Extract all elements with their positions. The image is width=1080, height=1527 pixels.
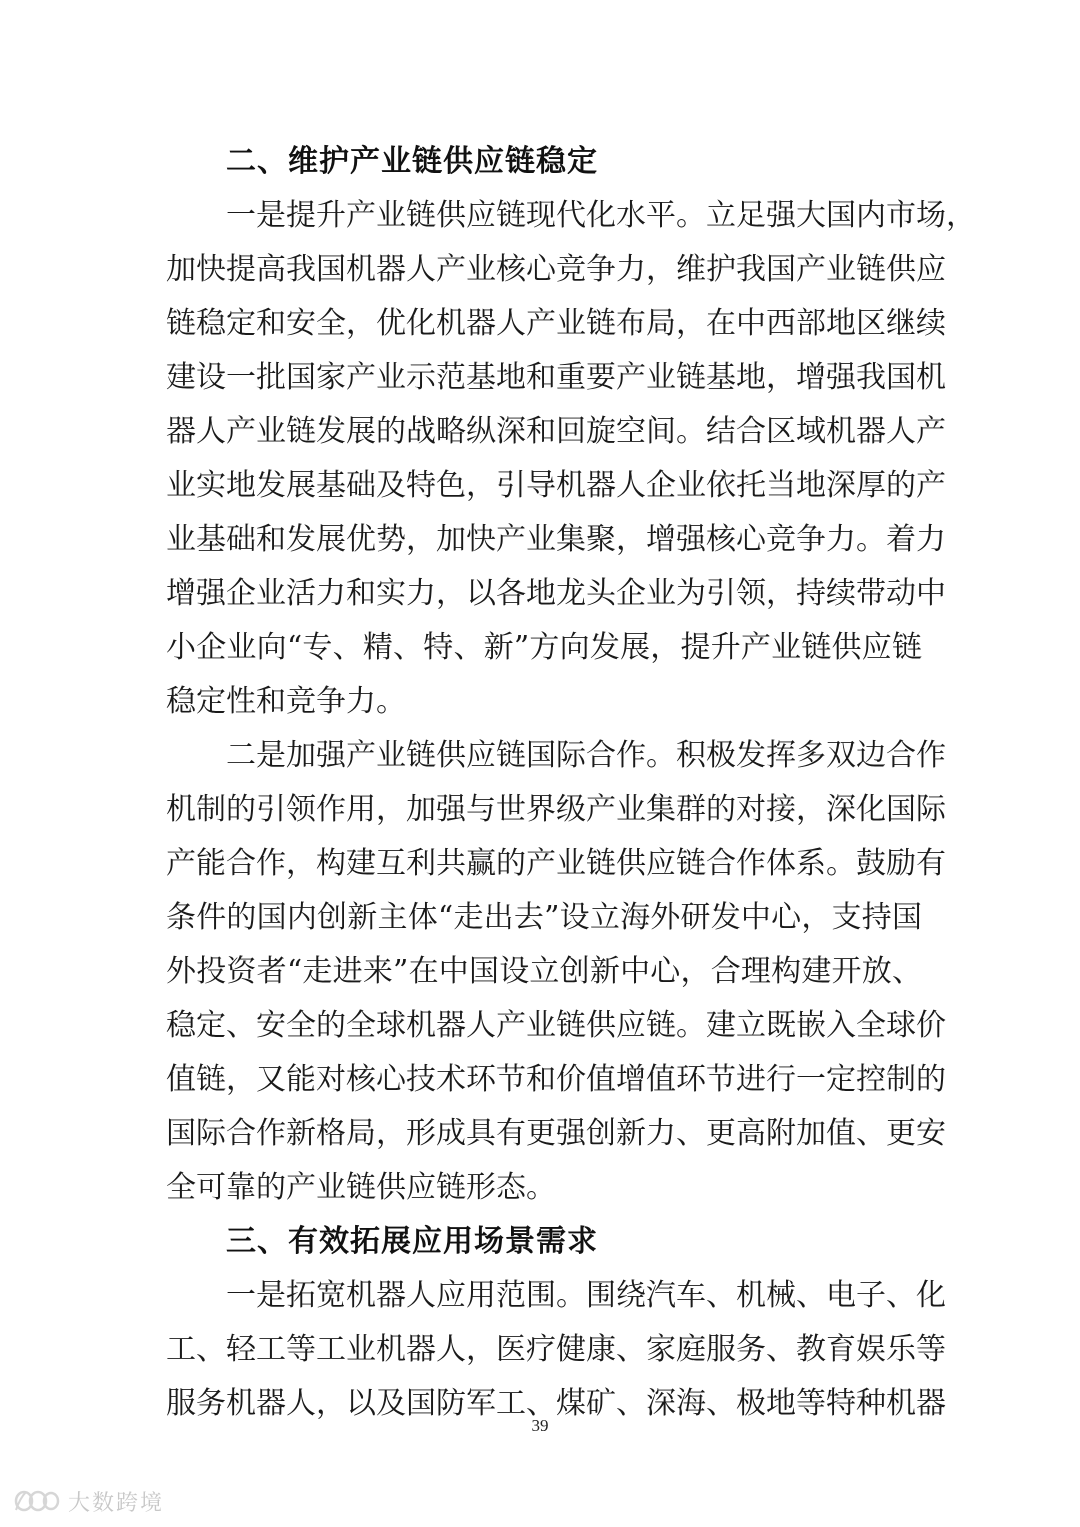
text-line: 国际合作新格局，形成具有更强创新力、更高附加值、更安 <box>166 1116 946 1151</box>
watermark-text: 大数跨境 <box>68 1490 165 1516</box>
body-text <box>166 135 976 1431</box>
text-line: 业基础和发展优势，加快产业集聚，增强核心竞争力。着力 <box>166 522 946 557</box>
text-line: 建设一批国家产业示范基地和重要产业链基地，增强我国机 <box>166 360 946 395</box>
page-number: 39 <box>531 1416 549 1435</box>
text-line: 外投资者“走进来”在中国设立创新中心，合理构建开放、 <box>166 954 922 989</box>
watermark <box>14 1486 164 1516</box>
text-line: 稳定性和竞争力。 <box>166 684 406 719</box>
text-line: 加快提高我国机器人产业核心竞争力，维护我国产业链供应 <box>166 252 946 287</box>
text-line: 增强企业活力和实力，以各地龙头企业为引领，持续带动中 <box>166 576 946 611</box>
text-line: 一是提升产业链供应链现代化水平。立足强大国内市场， <box>226 198 976 233</box>
watermark-logo-icon <box>14 1488 60 1514</box>
text-line: 小企业向“专、精、特、新”方向发展，提升产业链供应链 <box>166 630 922 665</box>
text-line: 二是加强产业链供应链国际合作。积极发挥多双边合作 <box>226 738 946 773</box>
text-line: 器人产业链发展的战略纵深和回旋空间。结合区域机器人产 <box>166 414 946 449</box>
text-line: 链稳定和安全，优化机器人产业链布局，在中西部地区继续 <box>166 306 946 341</box>
text-line: 条件的国内创新主体“走出去”设立海外研发中心，支持国 <box>166 900 922 935</box>
text-line: 机制的引领作用，加强与世界级产业集群的对接，深化国际 <box>166 792 946 827</box>
section-heading: 三、有效拓展应用场景需求 <box>226 1224 598 1259</box>
paragraph <box>166 1269 946 1431</box>
text-line: 稳定、安全的全球机器人产业链供应链。建立既嵌入全球价 <box>166 1008 946 1043</box>
text-line: 业实地发展基础及特色，引导机器人企业依托当地深厚的产 <box>166 468 946 503</box>
text-line: 工、轻工等工业机器人，医疗健康、家庭服务、教育娱乐等 <box>166 1332 946 1367</box>
text-line: 一是拓宽机器人应用范围。围绕汽车、机械、电子、化 <box>226 1278 946 1313</box>
paragraph <box>166 729 946 1215</box>
text-line: 服务机器人，以及国防军工、煤矿、深海、极地等特种机器 <box>166 1386 946 1421</box>
section-heading: 二、维护产业链供应链稳定 <box>226 144 598 179</box>
text-line: 全可靠的产业链供应链形态。 <box>166 1170 556 1205</box>
paragraph <box>166 189 976 729</box>
text-line: 值链，又能对核心技术环节和价值增值环节进行一定控制的 <box>166 1062 946 1097</box>
text-line: 产能合作，构建互利共赢的产业链供应链合作体系。鼓励有 <box>166 846 946 881</box>
